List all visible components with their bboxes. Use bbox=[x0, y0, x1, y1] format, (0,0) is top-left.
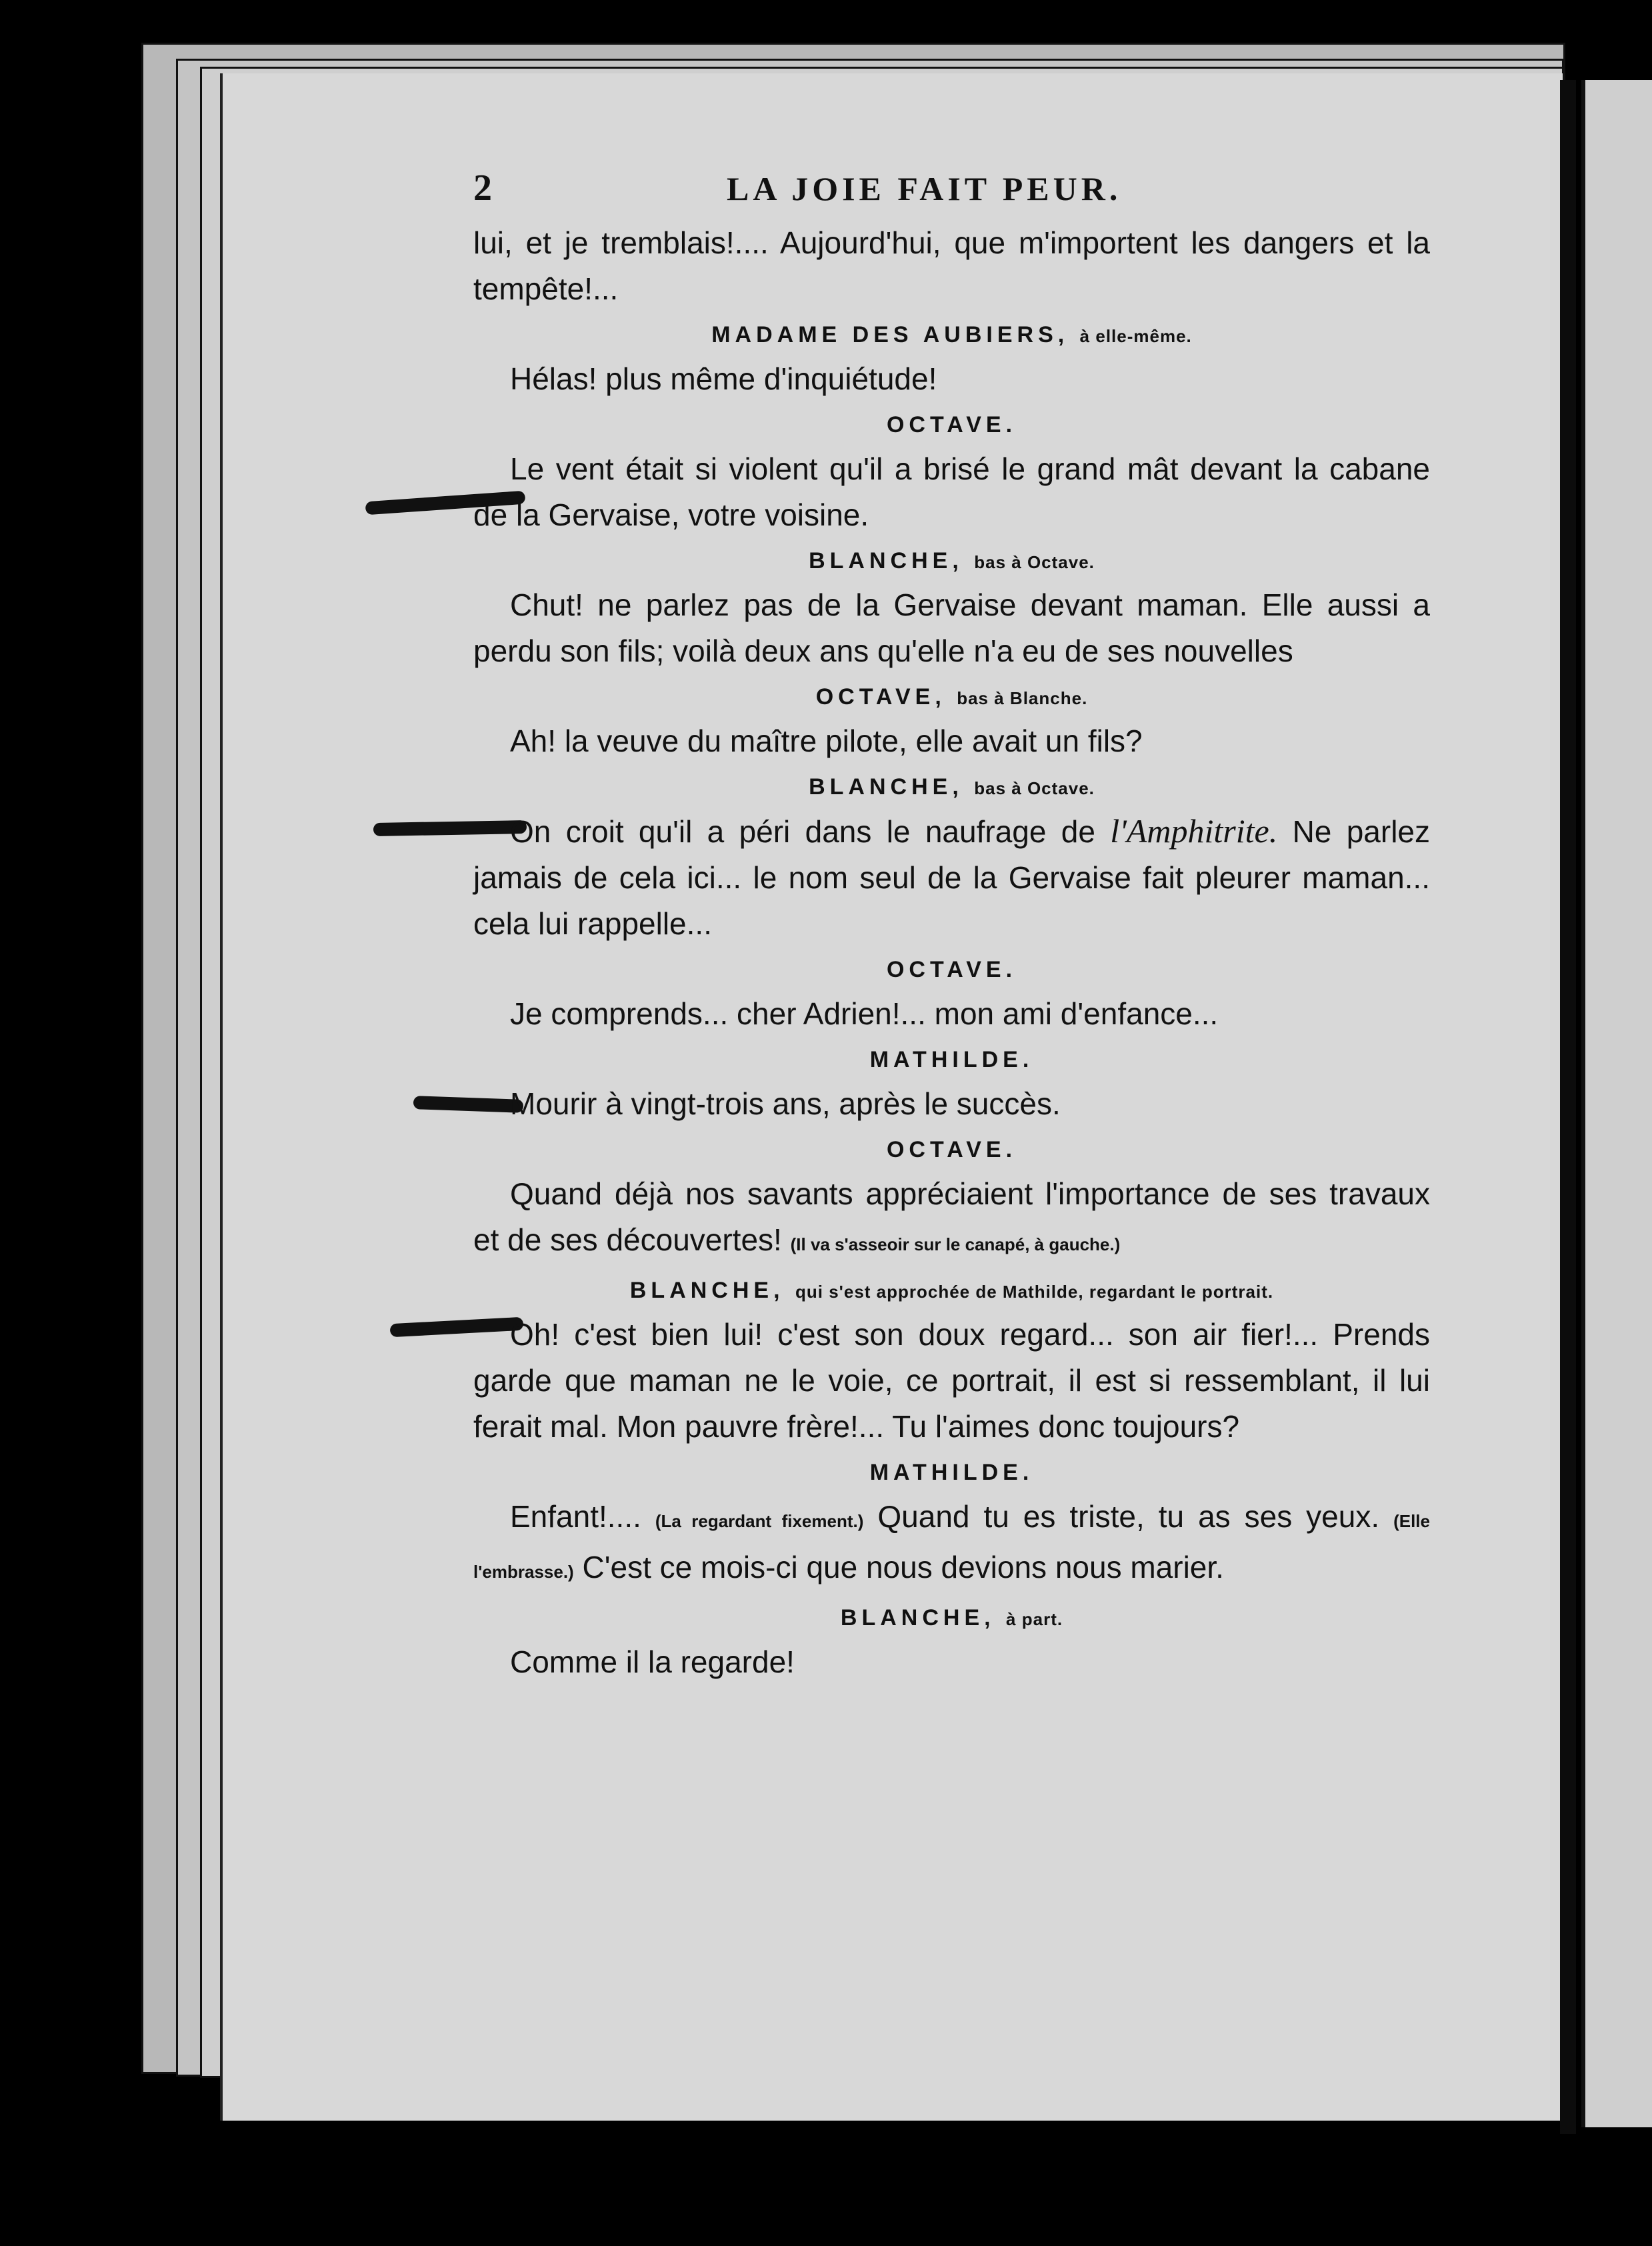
line-text: Chut! ne parlez pas de la Gervaise devant maman. Elle aussi a perdu son fils; voilà deux ans qu'elle n'a eu de ses nouvelles bbox=[473, 588, 1430, 668]
dialogue-line bbox=[473, 582, 1430, 674]
line-text: Hélas! plus même d'inquiétude! bbox=[510, 361, 937, 396]
speaker-direction: bas à Blanche. bbox=[957, 688, 1088, 708]
speaker-name: BLANCHE, bbox=[840, 1605, 995, 1630]
stage-direction: (Il va s'asseoir sur le canapé, à gauche.) bbox=[790, 1234, 1121, 1254]
speaker-direction: à elle-même. bbox=[1079, 326, 1192, 346]
dialogue-line bbox=[473, 356, 1430, 402]
line-text: Mourir à vingt-trois ans, après le succès. bbox=[510, 1086, 1061, 1121]
dialogue-line bbox=[473, 220, 1430, 312]
running-header bbox=[473, 167, 1430, 220]
speaker-heading bbox=[473, 543, 1430, 578]
stage-direction: (Elle l'embrasse.) bbox=[473, 1511, 1430, 1582]
speaker-name: BLANCHE, bbox=[809, 774, 963, 800]
speaker-heading bbox=[473, 1455, 1430, 1490]
dialogue-line bbox=[473, 991, 1430, 1037]
line-text: Ah! la veuve du maître pilote, elle avait un fils? bbox=[510, 724, 1143, 758]
dialogue-line bbox=[473, 1494, 1430, 1595]
line-text: Oh! c'est bien lui! c'est son doux regard... son air fier!... Prends garde que maman ne le voie, ce portrait, il est si ressemblant, il lui ferait mal. Mon pauvre frère!... Tu l'aimes donc toujours? bbox=[473, 1317, 1430, 1444]
page-number: 2 bbox=[473, 167, 492, 209]
speaker-heading bbox=[473, 680, 1430, 714]
book-gutter bbox=[1560, 80, 1576, 2134]
next-page-sliver bbox=[1581, 80, 1652, 2127]
speaker-name: BLANCHE, bbox=[629, 1278, 785, 1303]
speaker-direction: qui s'est approchée de Mathilde, regardant le portrait. bbox=[795, 1282, 1274, 1302]
dialogue-line bbox=[473, 1171, 1430, 1268]
page-text bbox=[473, 167, 1430, 1685]
dialogue-line bbox=[473, 1081, 1430, 1127]
line-text: Je comprends... cher Adrien!... mon ami d'enfance... bbox=[510, 996, 1219, 1031]
speaker-heading bbox=[473, 1600, 1430, 1635]
line-text: C'est ce mois-ci que nous devions nous marier. bbox=[573, 1550, 1224, 1584]
dialogue-line bbox=[473, 1312, 1430, 1450]
line-text: Enfant!.... bbox=[510, 1499, 655, 1534]
dialogue-line bbox=[473, 446, 1430, 538]
speaker-name: OCTAVE. bbox=[886, 957, 1017, 982]
speaker-name: OCTAVE, bbox=[815, 684, 946, 710]
dialogue bbox=[473, 220, 1430, 1685]
line-text: lui, et je tremblais!.... Aujourd'hui, que m'importent les dangers et la tempête!... bbox=[473, 225, 1430, 306]
dialogue-line bbox=[473, 808, 1430, 947]
speaker-heading bbox=[473, 952, 1430, 987]
speaker-heading bbox=[473, 317, 1430, 352]
ship-name: l'Amphitrite. bbox=[1110, 812, 1278, 850]
line-text: Quand déjà nos savants appréciaient l'importance de ses travaux et de ses découvertes! bbox=[473, 1176, 1430, 1257]
running-title: LA JOIE FAIT PEUR. bbox=[727, 170, 1122, 207]
speaker-heading bbox=[473, 1042, 1430, 1077]
speaker-heading bbox=[473, 1273, 1430, 1308]
line-text: On croit qu'il a péri dans le naufrage de bbox=[510, 814, 1111, 849]
speaker-name: OCTAVE. bbox=[886, 412, 1017, 437]
speaker-heading bbox=[473, 407, 1430, 442]
speaker-direction: à part. bbox=[1006, 1609, 1063, 1629]
speaker-name: BLANCHE, bbox=[809, 548, 963, 574]
speaker-name: MADAME DES AUBIERS, bbox=[711, 322, 1069, 347]
line-text: Comme il la regarde! bbox=[510, 1644, 795, 1679]
stage-direction: (La regardant fixement.) bbox=[655, 1511, 864, 1531]
speaker-heading bbox=[473, 1132, 1430, 1167]
speaker-direction: bas à Octave. bbox=[974, 552, 1095, 572]
speaker-heading bbox=[473, 770, 1430, 804]
line-text: Le vent était si violent qu'il a brisé le grand mât devant la cabane de la Gervaise, votre voisine. bbox=[473, 451, 1430, 532]
speaker-direction: bas à Octave. bbox=[974, 778, 1095, 798]
speaker-name: MATHILDE. bbox=[869, 1460, 1034, 1485]
dialogue-line bbox=[473, 718, 1430, 764]
line-text: Ne parlez jamais de cela ici... le nom seul de la Gervaise fait pleurer maman... cela lui rappelle... bbox=[473, 814, 1430, 941]
speaker-name: OCTAVE. bbox=[886, 1137, 1017, 1162]
speaker-name: MATHILDE. bbox=[869, 1047, 1034, 1072]
line-text: Quand tu es triste, tu as ses yeux. bbox=[863, 1499, 1394, 1534]
dialogue-line bbox=[473, 1639, 1430, 1685]
